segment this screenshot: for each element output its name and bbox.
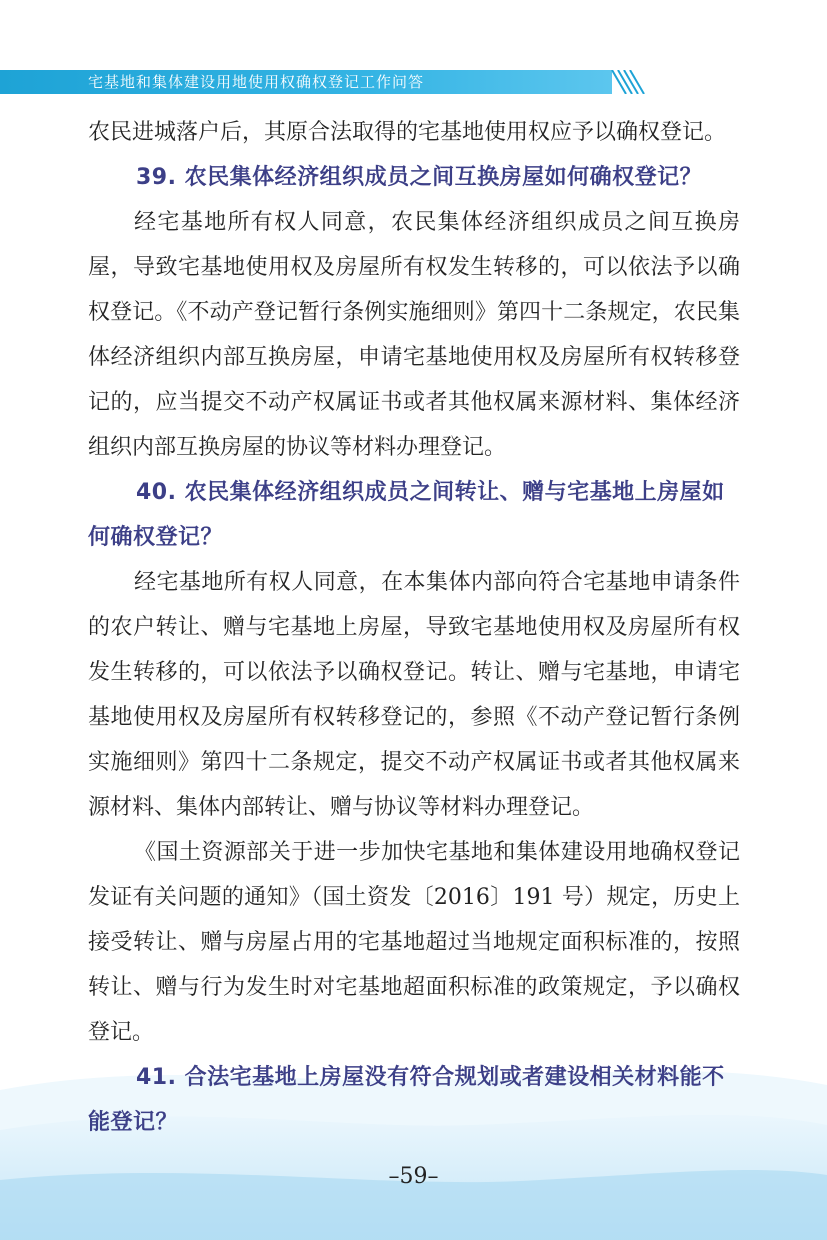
running-header-bar bbox=[0, 70, 612, 94]
question-39-heading: 39. 农民集体经济组织成员之间互换房屋如何确权登记？ bbox=[136, 165, 703, 190]
page-number: –59– bbox=[388, 1164, 439, 1189]
answer-40-paragraph-1: 经宅基地所有权人同意，在本集体内部向符合宅基地申请条件的农户转让、赠与宅基地上房屋，导致宅基地使用权及房屋所有权发生转移的，可以依法予以确权登记。转让、赠与宅基地，申请宅基地使用权及房屋所有权转移登记的，参照《不动产登记暂行条例实施细则》第四十二条规定，提交不动产权属证书或者其他权属来源材料、集体内部转让、赠与协议等材料办理登记。 bbox=[88, 570, 740, 820]
running-header-title: 宅基地和集体建设用地使用权确权登记工作问答 bbox=[88, 73, 425, 91]
question-41-heading: 41. 合法宅基地上房屋没有符合规划或者建设相关材料能不能登记？ bbox=[88, 1065, 725, 1135]
answer-40-paragraph-2: 《国土资源部关于进一步加快宅基地和集体建设用地确权登记发证有关问题的通知》（国土资发〔2016〕191 号）规定，历史上接受转让、赠与房屋占用的宅基地超过当地规定面积标准的，按照转让、赠与行为发生时对宅基地超面积标准的政策规定，予以确权登记。 bbox=[88, 840, 740, 1045]
answer-39-paragraph: 经宅基地所有权人同意，农民集体经济组织成员之间互换房屋，导致宅基地使用权及房屋所有权发生转移的，可以依法予以确权登记。《不动产登记暂行条例实施细则》第四十二条规定，农民集体经济组织内部互换房屋，申请宅基地使用权及房屋所有权转移登记的，应当提交不动产权属证书或者其他权属来源材料、集体经济组织内部互换房屋的协议等材料办理登记。 bbox=[88, 210, 740, 460]
question-40-heading: 40. 农民集体经济组织成员之间转让、赠与宅基地上房屋如何确权登记？ bbox=[88, 480, 725, 550]
paragraph-continuation: 农民进城落户后，其原合法取得的宅基地使用权应予以确权登记。 bbox=[88, 120, 727, 145]
page-body bbox=[88, 110, 740, 1145]
header-stripes-decoration bbox=[610, 70, 650, 94]
